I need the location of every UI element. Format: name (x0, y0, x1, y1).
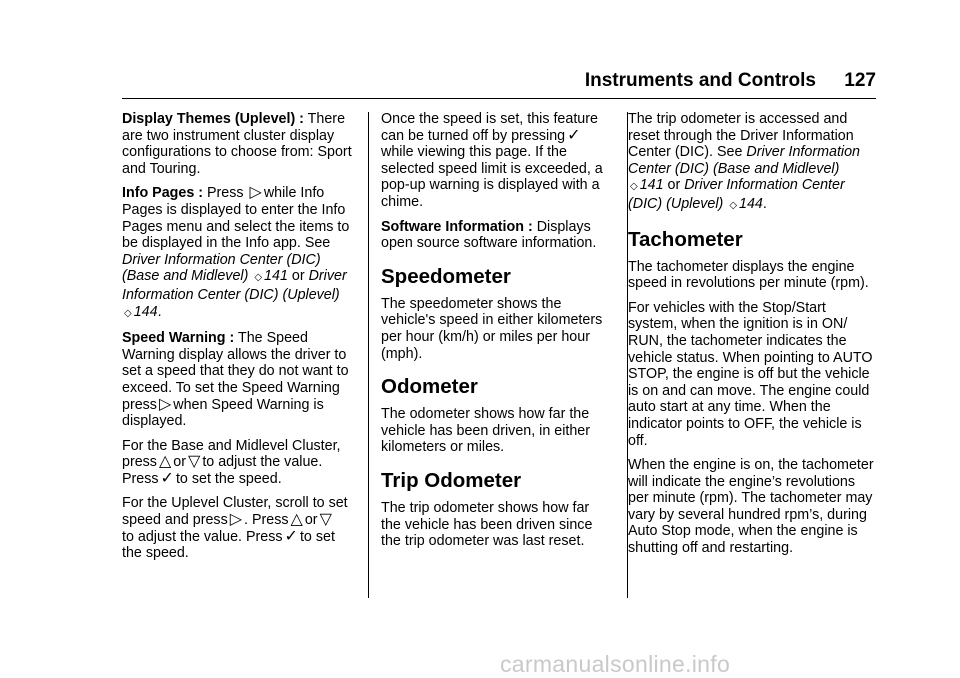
cross-reference[interactable]: Driver Information Center (DIC) (Base and Midlevel) (628, 144, 861, 177)
watermark: carmanualsonline.info (500, 651, 731, 677)
trip-odometer-heading: Trip Odometer (381, 468, 522, 492)
arrow-right-icon: ▷ (249, 184, 262, 202)
arrow-up-icon: △ (158, 453, 172, 471)
arrow-right-icon: ▷ (229, 511, 243, 529)
trip-reset-paragraph: The trip odometer is accessed and reset through the Driver Information Center (DIC). See Driver Information Center (DIC) (Base and Midlevel) ◇ 141 or Driver Information Center (DIC) (Uplevel) ◇ 144. (628, 111, 861, 212)
arrow-down-icon: ▽ (319, 511, 332, 529)
stop-start-paragraph: For vehicles with the Stop/Start system, when the ignition is in ON/ RUN, the tachometer indicates the vehicle status. When pointing to AUTO STOP, the engine is off but the vehicle is on and can move. The engine could auto start at any time. When the indicator points to OFF, the vehicle is off. (628, 299, 873, 449)
cross-reference[interactable]: Driver Information Center (DIC) (Uplevel) (122, 268, 347, 303)
page-number: 127 (844, 70, 876, 91)
page-ref-icon: ◇ (630, 181, 638, 193)
uplevel-cluster-paragraph: For the Uplevel Cluster, scroll to set speed and press ▷ . Press △ or ▽ to adjust the value. Press ✓ to set the speed. (122, 495, 348, 562)
speedometer-paragraph: The speedometer shows the vehicle's speed in either kilometers per hour (km/h) or miles per hour (mph). (381, 295, 603, 362)
cross-reference[interactable]: Driver Information Center (DIC) (Uplevel) (628, 177, 845, 212)
arrow-down-icon: ▽ (188, 453, 201, 471)
page-ref-icon: ◇ (729, 199, 738, 211)
column-1 (122, 111, 354, 570)
column-divider (368, 112, 369, 598)
cross-reference[interactable]: Driver Information Center (DIC) (Base and Midlevel) (122, 251, 321, 285)
page-link[interactable]: 144 (739, 195, 763, 212)
odometer-paragraph: The odometer shows how far the vehicle has been driven, in either kilometers or miles. (381, 406, 591, 456)
term-label: Software Information : (381, 218, 533, 235)
odometer-heading: Odometer (381, 375, 478, 399)
base-cluster-paragraph: For the Base and Midlevel Cluster, press △ or ▽ to adjust the value. Press ✓ to set the speed. (122, 437, 341, 487)
speedometer-heading: Speedometer (381, 264, 511, 288)
checkmark-icon: ✓ (284, 527, 298, 545)
term-label: Display Themes (Uplevel) : (122, 111, 304, 127)
checkmark-icon: ✓ (567, 126, 581, 144)
trip-odometer-paragraph: The trip odometer shows how far the vehicle has been driven since the trip odometer was last reset. (381, 499, 593, 550)
software-info-paragraph: Software Information : Displays open source software information. (381, 218, 597, 252)
page-header (122, 70, 876, 99)
tachometer-heading: Tachometer (628, 227, 743, 251)
info-pages-paragraph: Info Pages : Press ▷ while Info Pages is displayed to enter the Info Pages menu and select the items to be displayed in the Info app. See Driver Information Center (DIC) (Base and Midlevel) ◇ 141 or Driver Information Center (DIC) (Uplevel) ◇ 144. (122, 184, 350, 320)
arrow-up-icon: △ (290, 511, 303, 529)
speed-off-paragraph: Once the speed is set, this feature can be turned off by pressing ✓ while viewing this page. If the selected speed limit is exceeded, a pop-up warning is displayed with a chime. (381, 111, 603, 210)
page-link[interactable]: 144 (133, 303, 158, 320)
page-link[interactable]: 141 (264, 268, 288, 285)
checkmark-icon: ✓ (160, 469, 174, 487)
tachometer-paragraph: The tachometer displays the engine speed in revolutions per minute (rpm). (628, 258, 869, 292)
column-3 (628, 111, 878, 565)
page-ref-icon: ◇ (124, 307, 132, 319)
engine-on-paragraph: When the engine is on, the tachometer will indicate the engine’s revolutions per minute (rpm). The tachometer may vary by several hundred rpm’s, during Auto Stop mode, when the engine is shutting off and restarting. (628, 457, 874, 557)
arrow-right-icon: ▷ (158, 395, 172, 413)
speed-warning-paragraph: Speed Warning : The Speed Warning display allows the driver to set a speed that they do not want to exceed. To set the Speed Warning press ▷ when Speed Warning is displayed. (122, 330, 349, 430)
section-title: Instruments and Controls (584, 70, 816, 91)
page-link[interactable]: 141 (639, 177, 664, 194)
term-label: Speed Warning : (122, 330, 235, 347)
display-themes-paragraph: Display Themes (Uplevel) : There are two instrument cluster display configurations to choose from: Sport and Touring. (122, 111, 352, 177)
term-label: Info Pages : (122, 185, 204, 202)
column-2 (381, 111, 613, 558)
page-ref-icon: ◇ (254, 272, 263, 284)
